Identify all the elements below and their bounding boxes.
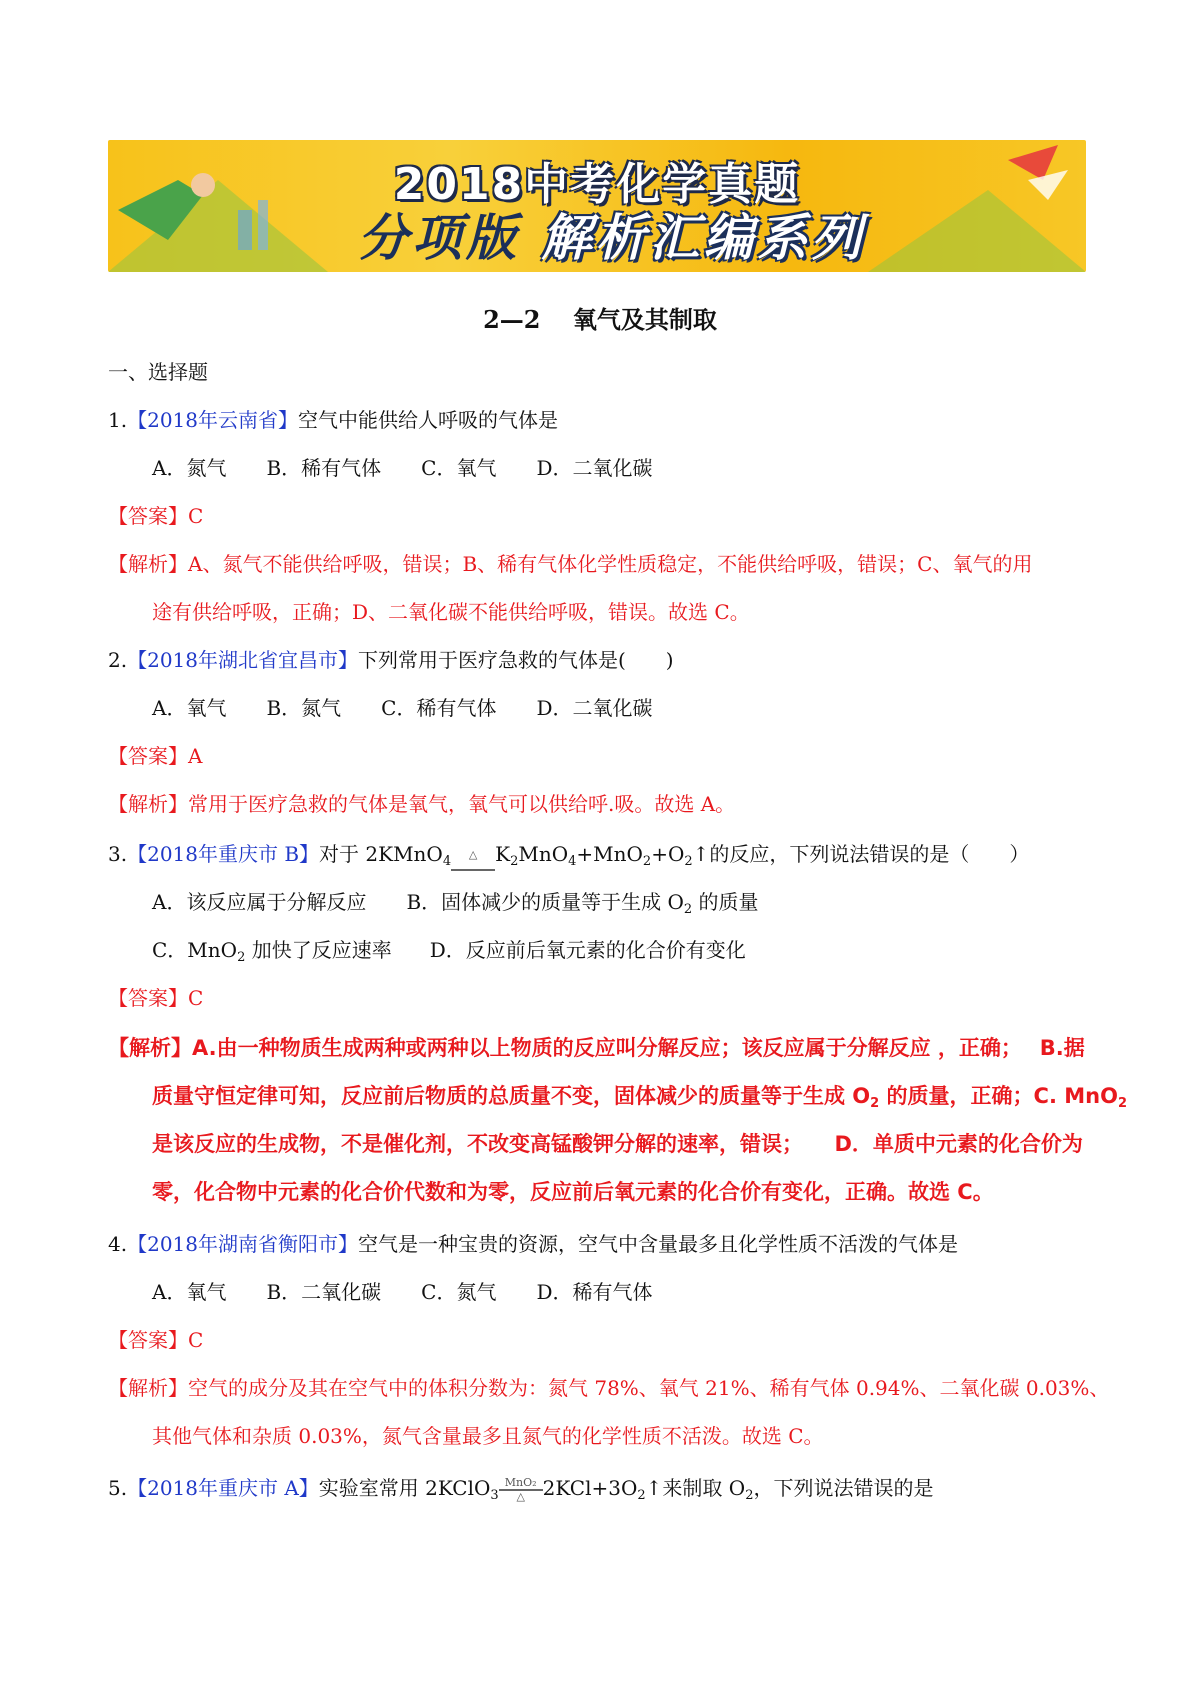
question-3-options-cd: C．MnO$_2$ 加快了反应速率 D．反应前后氧元素的化合价有变化 (152, 938, 746, 965)
question-source: 【2018年重庆市 B】 (127, 842, 320, 866)
question-3-explanation-2: 质量守恒定律可知，反应前后物质的总质量不变，固体减少的质量等于生成 $O_2$ 的质量，正确；C. MnO$_2$ (152, 1084, 1127, 1111)
question-1-answer: 【答案】C (108, 504, 204, 528)
question-2-options: A．氧气 B．氮气 C．稀有气体 D．二氧化碳 (152, 696, 653, 720)
question-2: 2.【2018年湖北省宜昌市】下列常用于医疗急救的气体是( ) (108, 648, 674, 672)
question-4-explanation-cont: 其他气体和杂质 0.03%，氮气含量最多且氮气的化学性质不活泼。故选 C。 (152, 1424, 824, 1448)
page-title: 2—2 氧气及其制取 (483, 305, 717, 334)
question-4-explanation: 【解析】空气的成分及其在空气中的体积分数为：氮气 78%、氧气 21%、稀有气体 0.94%、二氧化碳 0.03%、 (108, 1376, 1110, 1400)
question-3-explanation: 【解析】A.由一种物质生成两种或两种以上物质的反应叫分解反应；该反应属于分解反应 ，正确； B.据 (108, 1036, 1085, 1060)
banner-title-line2: 分项版 解析汇编系列 (358, 209, 866, 267)
reaction-condition: MnO₂ △ (499, 1477, 543, 1503)
question-3: 3.【2018年重庆市 B】对于 2KMnO$_4$ △ $K_2MnO_4+MnO_2+O_2↑$的反应，下列说法错误的是（ ） (108, 842, 1030, 869)
section-heading: 一、选择题 (108, 360, 208, 384)
question-source: 【2018年云南省】 (127, 408, 298, 432)
question-3-answer: 【答案】C (108, 986, 204, 1010)
question-source: 【2018年湖北省宜昌市】 (127, 648, 358, 672)
question-4-answer: 【答案】C (108, 1328, 204, 1352)
question-1: 1.【2018年云南省】空气中能供给人呼吸的气体是 (108, 408, 558, 432)
question-3-explanation-3: 是该反应的生成物，不是催化剂，不改变高锰酸钾分解的速率，错误； D．单质中元素的化合价为 (152, 1132, 1083, 1156)
question-3-options-ab: A．该反应属于分解反应 B．固体减少的质量等于生成 $O_2$ 的质量 (152, 890, 759, 917)
question-source: 【2018年湖南省衡阳市】 (127, 1232, 358, 1256)
question-1-options: A．氮气 B．稀有气体 C．氧气 D．二氧化碳 (152, 456, 653, 480)
header-banner (108, 140, 1086, 272)
question-2-answer: 【答案】A (108, 744, 203, 768)
question-source: 【2018年重庆市 A】 (127, 1476, 319, 1500)
question-1-explanation: 【解析】A、氮气不能供给呼吸，错误；B、稀有气体化学性质稳定，不能供给呼吸，错误；C、氧气的用 (108, 552, 1033, 576)
reaction-condition: △ (451, 841, 495, 871)
question-3-explanation-4: 零，化合物中元素的化合价代数和为零，反应前后氧元素的化合价有变化，正确。故选 C。 (152, 1180, 994, 1204)
question-1-explanation-cont: 途有供给呼吸，正确；D、二氧化碳不能供给呼吸，错误。故选 C。 (152, 600, 750, 624)
question-4-options: A．氧气 B．二氧化碳 C．氮气 D．稀有气体 (152, 1280, 653, 1304)
question-4: 4.【2018年湖南省衡阳市】空气是一种宝贵的资源，空气中含量最多且化学性质不活泼的气体是 (108, 1232, 958, 1256)
banner-title-line1: 2018中考化学真题 (393, 159, 801, 210)
question-2-explanation: 【解析】常用于医疗急救的气体是氧气，氧气可以供给呼.吸。故选 A。 (108, 792, 736, 816)
question-5: 5.【2018年重庆市 A】实验室常用 2KClO$_3$MnO₂ △ $2KCl+3O_2↑$来制取 $O_2$，下列说法错误的是 (108, 1475, 934, 1503)
